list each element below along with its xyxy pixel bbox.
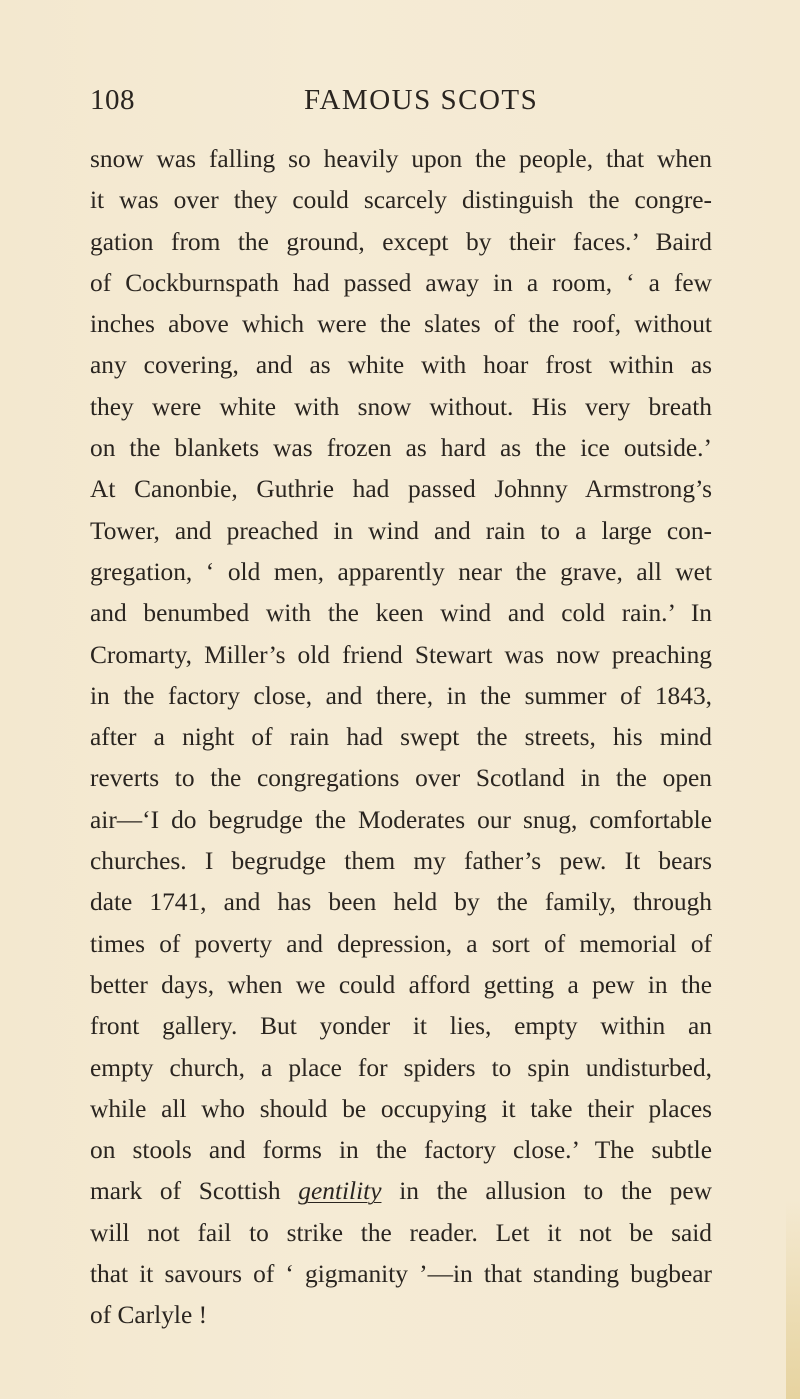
text-line: after a night of rain had swept the streets, his mind bbox=[90, 723, 712, 752]
text-line: that it savours of ‘ gigmanity ’—in that standing bugbear bbox=[90, 1260, 712, 1289]
running-head bbox=[90, 84, 715, 130]
text-line: date 1741, and has been held by the family, through bbox=[90, 888, 712, 917]
text-line: front gallery. But yonder it lies, empty within an bbox=[90, 1012, 712, 1041]
text-line: on stools and forms in the factory close.’ The subtle bbox=[90, 1136, 712, 1165]
text-line: they were white with snow without. His very breath bbox=[90, 392, 712, 421]
text-line: churches. I begrudge them my father’s pew. It bears bbox=[90, 847, 712, 876]
text-line-last: of Carlyle ! bbox=[90, 1301, 208, 1330]
text-line: Cromarty, Miller’s old friend Stewart was now preaching bbox=[90, 640, 712, 669]
body-text bbox=[90, 139, 712, 1337]
emphasis-gentility: gentility bbox=[298, 1177, 382, 1206]
text-line: Tower, and preached in wind and rain to a large con- bbox=[90, 516, 712, 545]
text-line: of Cockburnspath had passed away in a room, ‘ a few bbox=[90, 268, 712, 297]
text-line: gregation, ‘ old men, apparently near the grave, all wet bbox=[90, 557, 712, 586]
text-line: any covering, and as white with hoar frost within as bbox=[90, 351, 712, 380]
text-line: empty church, a place for spiders to spin undisturbed, bbox=[90, 1053, 712, 1082]
text-line: inches above which were the slates of the roof, without bbox=[90, 310, 712, 339]
paper-edge-stain bbox=[786, 1200, 800, 1399]
text-line: in the factory close, and there, in the summer of 1843, bbox=[90, 681, 712, 710]
text-line: and benumbed with the keen wind and cold rain.’ In bbox=[90, 599, 712, 628]
running-title: FAMOUS SCOTS bbox=[304, 84, 539, 116]
page-number: 108 bbox=[90, 84, 135, 116]
text-line: while all who should be occupying it take their places bbox=[90, 1094, 712, 1123]
text-line: will not fail to strike the reader. Let it not be said bbox=[90, 1218, 712, 1247]
text-line: snow was falling so heavily upon the people, that when bbox=[90, 145, 712, 173]
text-line: gation from the ground, except by their faces.’ Baird bbox=[90, 227, 712, 256]
text-line-gentility bbox=[90, 1171, 712, 1212]
text-line: on the blankets was frozen as hard as the ice outside.’ bbox=[90, 434, 712, 463]
text-line: At Canonbie, Guthrie had passed Johnny Armstrong’s bbox=[90, 475, 712, 504]
text-fragment: mark of Scottish bbox=[90, 1177, 299, 1206]
text-line: air—‘I do begrudge the Moderates our snug, comfortable bbox=[90, 805, 712, 834]
text-line: better days, when we could afford getting a pew in the bbox=[90, 970, 712, 999]
text-line: times of poverty and depression, a sort of memorial of bbox=[90, 929, 712, 958]
text-fragment: in the allusion to the pew bbox=[381, 1177, 712, 1206]
text-line: it was over they could scarcely distinguish the congre- bbox=[90, 186, 712, 215]
text-line: reverts to the congregations over Scotland in the open bbox=[90, 764, 712, 793]
